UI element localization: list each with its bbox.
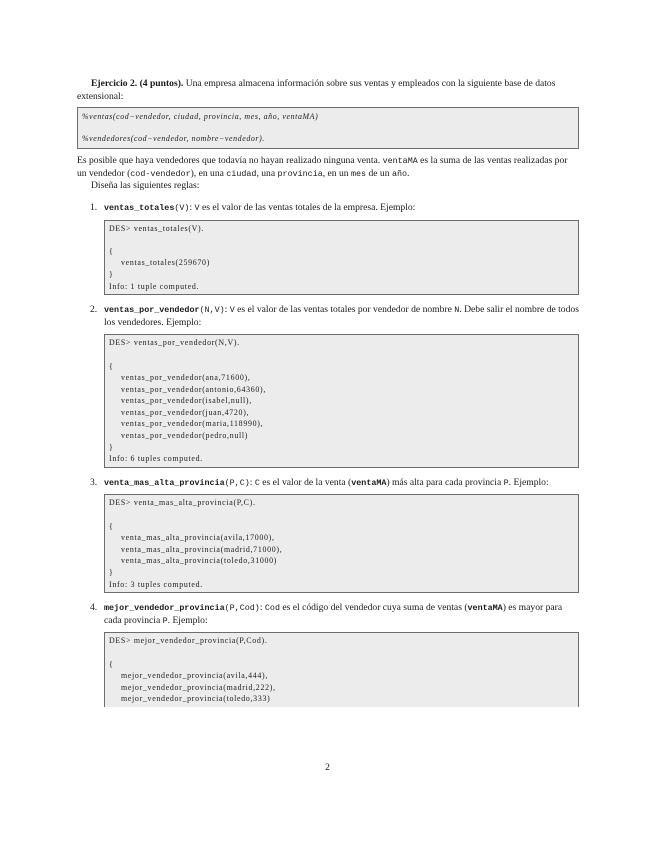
rule-name: ventas_totales xyxy=(104,202,175,213)
exercise-intro xyxy=(77,78,579,103)
page-number: 2 xyxy=(325,762,330,773)
list-item xyxy=(77,602,579,707)
item-number: 4. xyxy=(90,602,98,614)
rule-var: P xyxy=(503,477,509,488)
design-instruction: Diseña las siguientes reglas: xyxy=(91,180,200,192)
code-open-brace: { xyxy=(109,246,114,256)
code-query: DES> mejor_vendedor_provincia(P,Cod). xyxy=(109,636,268,646)
desc-code: mes xyxy=(351,168,367,179)
desc-code: cod-vendedor xyxy=(130,168,191,179)
schema-ventas: %ventas(cod−vendedor, ciudad, provincia, mes, año, ventaMA) xyxy=(82,112,319,122)
list-item xyxy=(77,304,579,468)
code-open-brace: { xyxy=(109,521,114,531)
code-example xyxy=(104,220,579,296)
rule-var: V xyxy=(194,202,200,213)
rule-args: (N,V) xyxy=(199,305,225,316)
rule-var: ventaMA xyxy=(351,477,387,488)
desc-code: año xyxy=(391,168,408,179)
code-result-line: mejor_vendedor_provincia(toledo,333) xyxy=(121,694,271,704)
code-result-line: ventas_por_vendedor(ana,71600), xyxy=(121,373,251,383)
rule-desc: ) es mayor para cada provincia xyxy=(104,602,563,626)
desc-code: provincia xyxy=(277,168,323,179)
rule-desc: es el código del vendedor cuya suma de ventas ( xyxy=(279,602,468,614)
item-number: 3. xyxy=(90,476,98,488)
code-open-brace: { xyxy=(109,361,114,371)
item-number: 2. xyxy=(90,304,98,316)
rule-var: P xyxy=(162,615,168,626)
rule-desc: es el valor de la venta ( xyxy=(259,476,352,488)
desc-text: . xyxy=(407,167,410,179)
code-info: Info: 6 tuples computed. xyxy=(109,454,203,464)
code-close-brace: } xyxy=(109,568,114,577)
code-query: DES> venta_mas_alta_provincia(P,C). xyxy=(109,498,256,508)
exercise-title: Ejercicio 2. (4 puntos). xyxy=(91,78,184,89)
rule-desc: ) más alta para cada provincia xyxy=(386,476,504,488)
list-item xyxy=(77,477,579,593)
code-result-line: ventas_por_vendedor(pedro,null) xyxy=(121,431,249,441)
rules-list xyxy=(77,202,579,707)
rule-name: mejor_vendedor_provincia xyxy=(104,603,225,614)
code-example xyxy=(104,632,579,707)
rule-args: (P,C) xyxy=(224,477,250,488)
rule-desc: . Ejemplo: xyxy=(508,476,549,488)
code-result-line: mejor_vendedor_provincia(avila,444), xyxy=(121,671,269,681)
rule-var: Cod xyxy=(264,603,280,614)
description-paragraph xyxy=(77,155,579,180)
rule-var: N xyxy=(454,305,460,316)
code-info: Info: 1 tuple computed. xyxy=(109,281,200,291)
code-result-line: venta_mas_alta_provincia(madrid,71000), xyxy=(121,544,283,554)
desc-text: es la suma de las ventas realizadas por un vendedor ( xyxy=(77,155,568,179)
rule-var: ventaMA xyxy=(467,603,503,614)
code-close-brace: } xyxy=(109,442,114,452)
rule-name: venta_mas_alta_provincia xyxy=(104,477,225,488)
code-result-line: ventas_por_vendedor(isabel,null), xyxy=(121,396,252,406)
desc-text: , en un xyxy=(322,167,351,179)
rule-name: ventas_por_vendedor xyxy=(104,305,200,316)
schema-box xyxy=(77,107,579,149)
code-example xyxy=(104,334,579,468)
code-open-brace: { xyxy=(109,659,114,669)
code-query: DES> ventas_totales(V). xyxy=(109,223,205,233)
rule-desc: . Ejemplo: xyxy=(167,614,208,626)
rule-desc: . Debe salir el nombre de todos los vendedores. Ejemplo: xyxy=(104,304,579,328)
desc-code: ciudad xyxy=(226,168,257,179)
rule-args: (V) xyxy=(174,202,190,213)
code-query: DES> ventas_por_vendedor(N,V). xyxy=(109,338,240,348)
code-result-line: ventas_por_vendedor(maria,118990), xyxy=(121,419,264,429)
code-result-line: venta_mas_alta_provincia(toledo,31000) xyxy=(121,556,278,566)
desc-text: de un xyxy=(366,167,392,179)
rule-desc: es el valor de las ventas totales por vendedor de nombre xyxy=(234,304,455,316)
desc-text: ), en una xyxy=(190,167,227,179)
desc-code: ventaMA xyxy=(382,156,418,167)
rule-args: (P,Cod) xyxy=(224,603,260,614)
list-item xyxy=(77,202,579,295)
code-info: Info: 3 tuples computed. xyxy=(109,579,203,589)
rule-desc: es el valor de las ventas totales de la empresa. Ejemplo: xyxy=(199,201,416,213)
code-result-line: mejor_vendedor_provincia(madrid,222), xyxy=(121,682,276,692)
rule-var: C xyxy=(254,477,260,488)
code-result-line: ventas_por_vendedor(juan,4720), xyxy=(121,407,250,417)
exercise-intro-text: Una empresa almacena información sobre sus ventas y empleados con la siguiente base de datos extensional: xyxy=(77,78,556,102)
rule-colon: : xyxy=(189,201,193,213)
code-result-line: ventas_por_vendedor(antonio,64360), xyxy=(121,384,267,394)
desc-text: Es posible que haya vendedores que todavía no hayan realizado ninguna venta. xyxy=(77,155,383,167)
code-result-line: ventas_totales(259670) xyxy=(121,258,211,268)
rule-colon: : xyxy=(249,476,253,488)
code-close-brace: } xyxy=(109,269,114,279)
code-example xyxy=(104,494,579,593)
rule-colon: : xyxy=(259,602,263,614)
rule-colon: : xyxy=(224,304,228,316)
schema-vendedores: %vendedores(cod−vendedor, nombre−vendedor). xyxy=(82,134,265,144)
rule-var: V xyxy=(229,305,235,316)
item-number: 1. xyxy=(90,201,98,213)
code-result-line: venta_mas_alta_provincia(avila,17000), xyxy=(121,533,275,543)
document-body xyxy=(77,78,579,707)
desc-text: , una xyxy=(256,167,278,179)
